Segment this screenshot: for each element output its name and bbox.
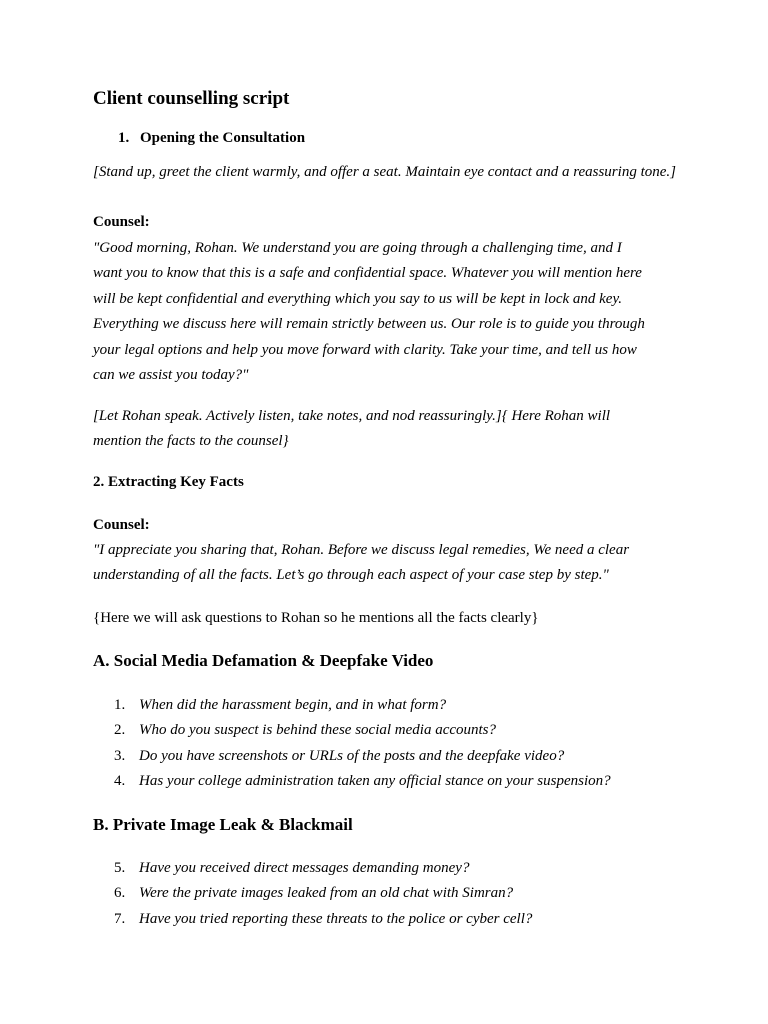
- subsection-b-heading: B. Private Image Leak & Blackmail: [93, 815, 353, 834]
- stage-direction: [Stand up, greet the client warmly, and offer a seat. Maintain eye contact and a reassuring tone.]: [93, 164, 676, 180]
- quote-line: will be kept confidential and everything which you say to us will be kept in lock and key.: [93, 290, 623, 307]
- section-2-heading: 2. Extracting Key Facts: [93, 474, 244, 490]
- quote-line: can we assist you today?": [93, 367, 249, 384]
- section-1-title: Opening the Consultation: [140, 130, 306, 146]
- listen-line: [Let Rohan speak. Actively listen, take notes, and nod reassuringly.]{ Here Rohan will: [93, 408, 611, 424]
- listen-line: mention the facts to the counsel}: [93, 433, 289, 450]
- counsel-opening-quote: [93, 236, 676, 388]
- list-item: 1. When did the harassment begin, and in what form?: [114, 697, 447, 713]
- list-item: 4. Has your college administration taken any official stance on your suspension?: [114, 772, 611, 789]
- quote-line: "I appreciate you sharing that, Rohan. Before we discuss legal remedies, We need a clear: [93, 542, 630, 558]
- quote-line: "Good morning, Rohan. We understand you are going through a challenging time, and I: [93, 240, 622, 256]
- list-item: 2. Who do you suspect is behind these social media accounts?: [114, 722, 497, 739]
- counsel-label: Counsel:: [93, 214, 150, 230]
- quote-line: want you to know that this is a safe and confidential space. Whatever you will mention here: [93, 265, 642, 282]
- document-title: Client counselling script: [93, 88, 290, 109]
- facts-note: {Here we will ask questions to Rohan so he mentions all the facts clearly}: [93, 610, 539, 626]
- quote-line: Everything we discuss here will remain strictly between us. Our role is to guide you through: [93, 316, 645, 333]
- list-item: 6. Were the private images leaked from an old chat with Simran?: [114, 885, 514, 902]
- list-item: 3. Do you have screenshots or URLs of the posts and the deepfake video?: [114, 747, 565, 764]
- list-item: 7. Have you tried reporting these threats to the police or cyber cell?: [114, 910, 533, 927]
- quote-line: your legal options and help you move forward with clarity. Take your time, and tell us how: [93, 341, 637, 358]
- section-1-heading: [118, 130, 701, 147]
- list-item: 5. Have you received direct messages demanding money?: [114, 860, 470, 876]
- counsel-label: Counsel:: [93, 517, 150, 533]
- section-1-number: 1.: [118, 130, 130, 146]
- subsection-a-heading: A. Social Media Defamation & Deepfake Video: [93, 651, 434, 670]
- quote-line: understanding of all the facts. Let’s go through each aspect of your case step by step.": [93, 567, 609, 584]
- subsection-b-questions: [114, 856, 674, 932]
- listen-direction: [93, 404, 676, 455]
- subsection-a-questions: [114, 693, 674, 794]
- counsel-facts-quote: [93, 538, 676, 589]
